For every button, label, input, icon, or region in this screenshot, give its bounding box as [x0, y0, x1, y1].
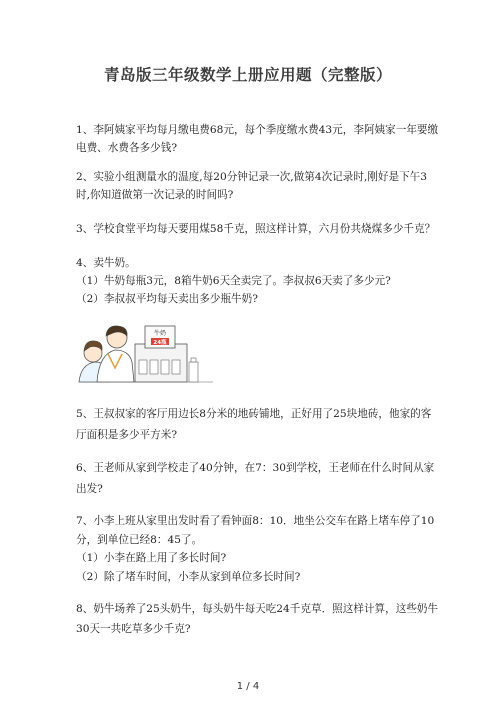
milk-seller-illustration	[75, 320, 215, 388]
page-title: 青岛版三年级数学上册应用题（完整版）	[103, 66, 392, 84]
question-7-line-1: 7、小李上班从家里出发时看了看钟面8：10．地坐公交车在路上堵车停了10	[76, 515, 435, 527]
question-7-line-4: （2）除了堵车时间，小李从家到单位多长时间?	[76, 571, 301, 583]
milk-box-label-2: 24瓶	[153, 340, 167, 346]
question-4-line-2: （1）牛奶每瓶3元，8箱牛奶6天全卖完了。李叔叔6天卖了多少元?	[76, 275, 391, 287]
question-3-line-1: 3、学校食堂平均每天要用煤58千克，照这样计算，六月份共烧煤多少千克？	[76, 223, 436, 235]
question-8-line-2: 30天一共吃草多少千克?	[76, 623, 191, 635]
question-4-line-3: （2）李叔叔平均每天卖出多少瓶牛奶?	[76, 293, 258, 305]
question-7-line-3: （1）小李在路上用了多长时间?	[76, 552, 227, 564]
question-5-line-2: 厅面积是多少平方米?	[76, 429, 178, 441]
milk-stall	[135, 326, 198, 382]
page-indicator: 1 / 4	[236, 681, 260, 692]
question-1-line-1: 1、李阿姨家平均每月缴电费68元，每个季度缴水费43元，李阿姨家一年要缴	[76, 124, 439, 136]
question-4-line-1: 4、卖牛奶。	[76, 257, 136, 269]
question-6-line-2: 出发?	[76, 483, 103, 495]
question-7-line-2: 分，到单位已经8：45了。	[76, 534, 203, 546]
man-figure	[97, 326, 134, 382]
question-6-line-1: 6、王老师从家到学校走了40分钟，在7：30到学校，王老师在什么时间从家	[76, 462, 435, 474]
question-8-line-1: 8、奶牛场养了25头奶牛，每头奶牛每天吃24千克草．照这样计算，这些奶牛	[76, 603, 439, 615]
question-5-line-1: 5、王叔叔家的客厅用边长8分米的地砖铺地，正好用了25块地砖，他家的客	[76, 408, 432, 420]
milk-box-label-1: 牛奶	[153, 330, 167, 337]
question-2-line-2: 时,你知道做第一次记录的时间吗?	[76, 189, 234, 201]
question-2-line-1: 2、实验小组测量水的温度,每20分钟记录一次,做第4次记录时,刚好是下午3	[76, 171, 428, 183]
question-1-line-2: 电费、水费各多少钱?	[76, 142, 178, 154]
milk-bottle	[189, 362, 198, 382]
